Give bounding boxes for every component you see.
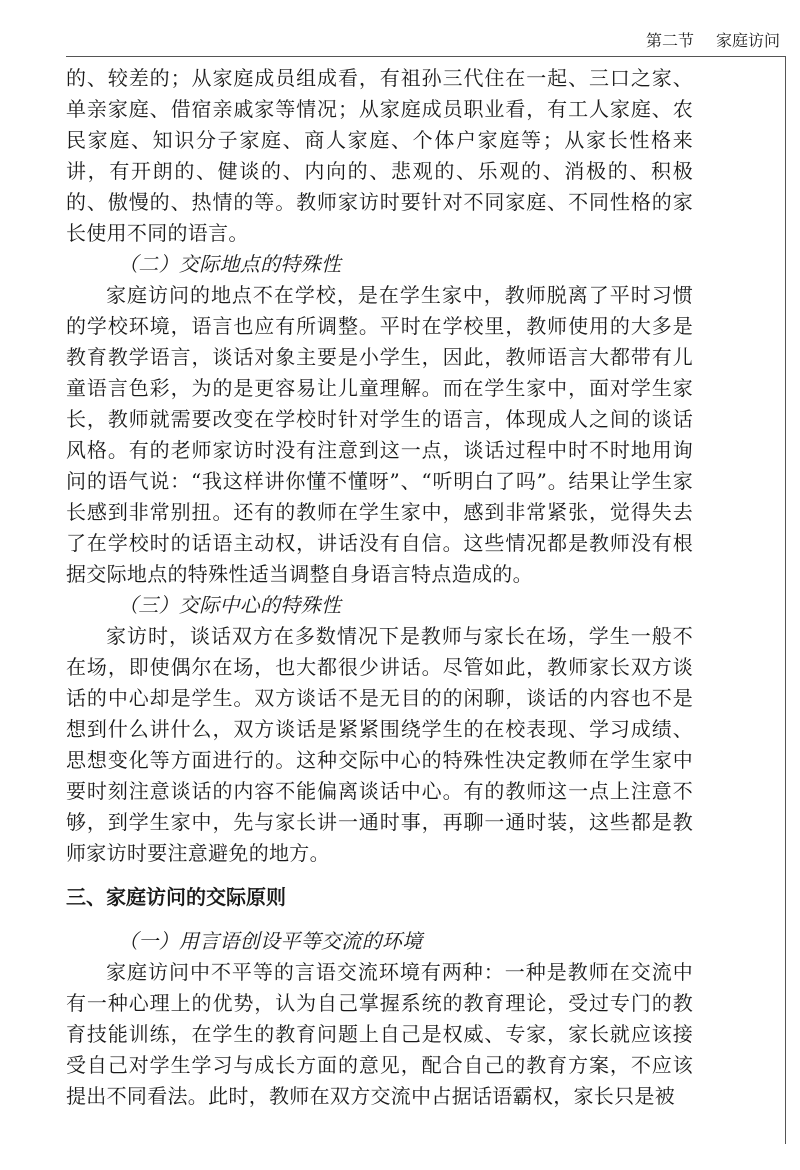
paragraph-center: 家访时，谈话双方在多数情况下是教师与家长在场，学生一般不在场，即使偶尔在场，也大都很少讲话。尽管如此，教师家长双方谈话的中心却是学生。双方谈话不是无目的的闲聊，谈话的内容也不是想到什么讲什么，双方谈话是紧紧围绕学生的在校表现、学习成绩、思想变化等方面进行的。这种交际中心的特殊性决定教师在学生家中要时刻注意谈话的内容不能偏离谈话中心。有的教师这一点上注意不够，到学生家中，先与家长讲一通时事，再聊一通时装，这些都是教师家访时要注意避免的地方。 [66, 624, 693, 865]
paragraph-equal-environment: 家庭访问中不平等的言语交流环境有两种：一种是教师在交流中有一种心理上的优势，认为自己掌握系统的教育理论，受过专门的教育技能训练，在学生的教育问题上自己是权威、专家，家长就应该接受自己对学生学习与成长方面的意见，配合自己的教育方案，不应该提出不同看法。此时，教师在双方交流中占据话语霸权，家长只是被 [66, 960, 693, 1108]
header-section: 第二节 [645, 30, 694, 50]
running-header [66, 22, 780, 56]
header-rule [66, 56, 786, 57]
subheading-equal-environment: （一）用言语创设平等交流的环境 [118, 929, 423, 953]
subheading-center: （三）交际中心的特殊性 [118, 593, 342, 617]
header-title: 家庭访问 [715, 30, 780, 50]
section-heading: 三、家庭访问的交际原则 [66, 885, 286, 909]
paragraph-continued: 的、较差的；从家庭成员组成看，有祖孙三代住在一起、三口之家、单亲家庭、借宿亲戚家等情况；从家庭成员职业看，有工人家庭、农民家庭、知识分子家庭、商人家庭、个体户家庭等；从家长性格来讲，有开朗的、健谈的、内向的、悲观的、乐观的、消极的、积极的、傲慢的、热情的等。教师家访时要针对不同家庭、不同性格的家长使用不同的语言。 [66, 66, 693, 245]
margin-rule [785, 56, 786, 1144]
subheading-location: （二）交际地点的特殊性 [118, 252, 342, 276]
paragraph-location: 家庭访问的地点不在学校，是在学生家中，教师脱离了平时习惯的学校环境，语言也应有所调整。平时在学校里，教师使用的大多是教育教学语言，谈话对象主要是小学生，因此，教师语言大都带有儿童语言色彩，为的是更容易让儿童理解。而在学生家中，面对学生家长，教师就需要改变在学校时针对学生的语言，体现成人之间的谈话风格。有的老师家访时没有注意到这一点，谈话过程中时不时地用询问的语气说：“我这样讲你懂不懂呀”、“听明白了吗”。结果让学生家长感到非常别扭。还有的教师在学生家中，感到非常紧张，觉得失去了在学校时的话语主动权，讲话没有自信。这些情况都是教师没有根据交际地点的特殊性适当调整自身语言特点造成的。 [66, 283, 693, 586]
page-body [66, 63, 693, 1112]
